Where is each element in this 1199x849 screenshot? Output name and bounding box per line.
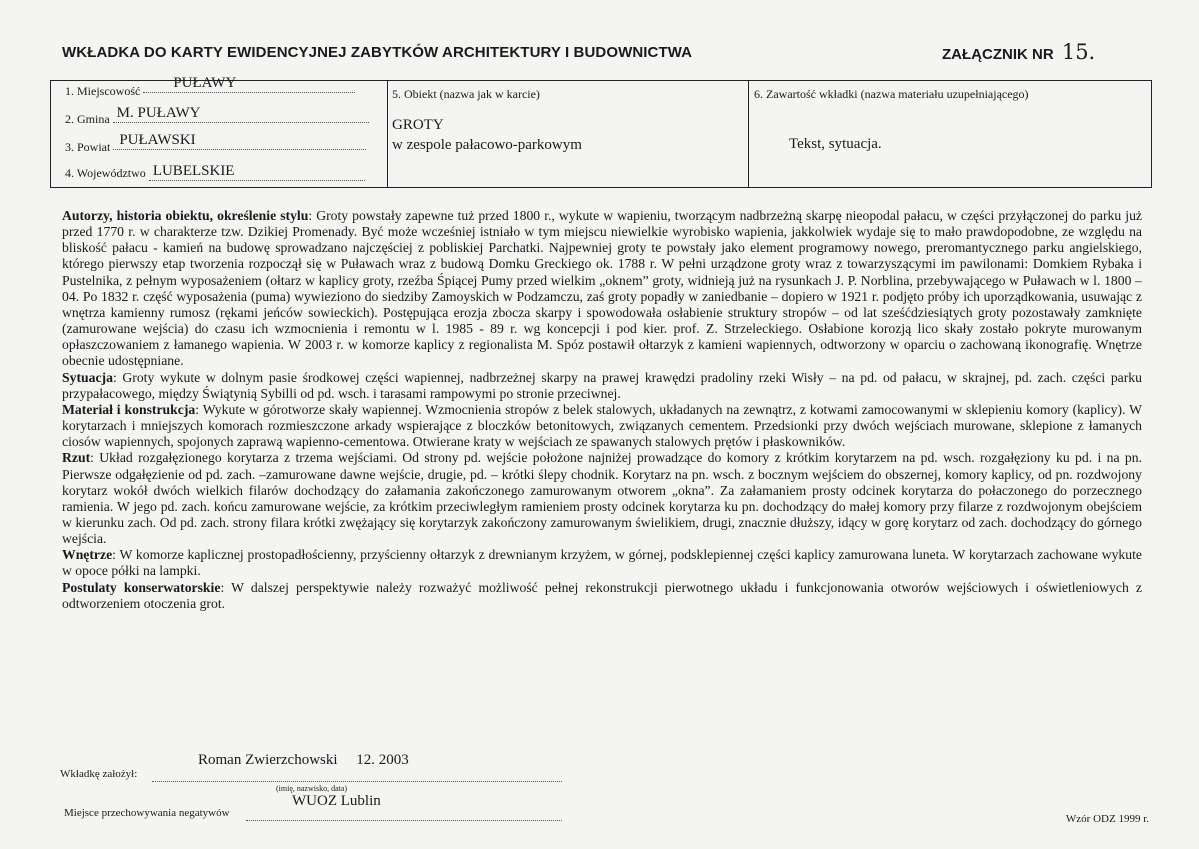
column-divider [748,81,749,187]
county-label: 3. Powiat [65,140,111,154]
annex-number [942,40,1095,64]
section-situation: Sytuacja: Groty wykute w dolnym pasie środkowej części wapiennej, nadbrzeżnej skarpy na prawej krawędzi pradoliny rzeki Wisły – na pd. od pałacu, w skrajnej, pd. zach. części parku przypałacowego, między Świątynią Sybilli od pd. wsch. i tarasami rampowymi po stronie przeciwnej. [62,369,1142,401]
commune-value: M. PUŁAWY [113,105,369,123]
section-text: Groty powstały zapewne tuż przed 1800 r., wykute w wapieniu, tworzącym nadbrzeżną skarpę nieopodal pałacu, w części przyłączonej do parku już przed 1770 r. w charakterze tzw. Dzikiej Promenady. Być może wcześniej istniało w tym miejscu niewielkie wyrobisko wapienia, jakkolwiek wydaje się to mało prawdopodobne, ze względu na bliskość pałacu - kamień na budowę sprowadzano najczęściej z pobliskiej Parchatki. Najpewniej groty te powstały jako element programowy nowego, preromantycznego parku angielskiego, którego pierwszy etap tworzenia rozpoczął się w Puławach wraz z budową Domku Greckiego ok. 1788 r. W pełni urządzone groty wraz z towarzyszącymi im pawilonami: Domkiem Rybaka i Pustelnika, z pełnym wyposażeniem (ołtarz w kaplicy groty, rzeźba Śpiącej Pumy przed wielkim „oknem” groty, widnieją już na rysunkach J. P. Norblina, przebywającego w Puławach w l. 1800 –04. Po 1832 r. część wyposażenia (puma) wywieziono do siedziby Zamoyskich w Podzamczu, zaś groty popadły w zaniedbanie – dopiero w 1921 r. podjęto próby ich uporządkowania, usuwając z wnętrza kamienny rumosz (rękami jeńców sowieckich). Postępująca erozja zbocza skarpy i spowodowała osłabienie struktury stropów – od lat sześćdziesiątych groty pozostawały zamknięte (zamurowane wejścia) do czasu ich wzmocnienia i remontu w l. 1985 - 89 r. wg koncepcji i pod kier. prof. Z. Strzeleckiego. Osłabione korozją lico skały zostało pokryte murowanym opłaszczowaniem z łamanego wapienia. W 2003 r. w komorze kaplicy z regionalista M. Spóz postawił ołtarzyk z kamieni wapiennych, odtworzony w oparciu o zachowaną ikonografię. Wnętrze obecnie udostępniane. [62,208,1142,369]
section-text: Wykute w górotworze skały wapiennej. Wzmocnienia stropów z belek stalowych, układanych na zewnątrz, z kotwami zamocowanymi w sklepieniu komory (kaplicy). W korytarzach i mniejszych komorach rozmieszczone arkady wspierające z bloczków betonitowych, związanych cementem. Przedsionki przy dwóch wejściach murowane, sklepione z łamanych ciosów wapiennych, spojonych zaprawą wapienno-cementowa. Otwierane kraty w wejściach ze spawanych stalowych prętów i płaskowników. [62,401,1142,450]
contents-label: 6. Zawartość wkładki (nazwa materiału uzupełniającego) [754,87,1029,101]
section-heading: Sytuacja [62,369,113,385]
storage-value: WUOZ Lublin [292,793,381,809]
section-heading: Wnętrze [62,547,113,563]
prepared-label: Wkładkę założył: [60,768,138,780]
section-heading: Autorzy, historia obiektu, określenie stylu [62,208,309,223]
section-text: Groty wykute w dolnym pasie środkowej części wapiennej, nadbrzeżnej skarpy na prawej krawędzi pradoliny rzeki Wisły – na pd. od pałacu, w skrajnej, pd. zach. części parku przypałacowego, między Świątynią Sybilli od pd. wsch. i tarasami rampowymi po stronie przeciwnej. [62,369,1142,401]
section-heading: Rzut [62,450,91,466]
county-field [65,132,366,157]
locality-field [65,75,355,101]
locality-value: PUŁAWY [143,75,355,93]
section-plan: Rzut: Układ rozgałęzionego korytarza z trzema wejściami. Od strony pd. wejście położone najniżej prowadzące do komory z krótkim korytarzem na pd. wsch. rozgałęziony ku pd. i na pn. Pierwsze odgałęzienie od pd. zach. –zamurowane dawne wejście, drugie, pd. – krótki ślepy chodnik. Korytarz na pn. wsch. z bocznym wejściem do obszernej, komory kaplicy, od pn. rozdwojony korytarz wokół dwóch wielkich filarów dochodzący do załamania zakończonego zamurowanym otworem „okna”. Za załamaniem prosty odcinek korytarza do połaczonego do porzecznego ramienia. W jego pd. zach. końcu zamurowane wejście, za krótkim przeciwległym ramieniem prosty odcinek korytarza ku pn. dochodzący do małej komory przy filarze z rozdwojonym obejściem w kierunku zach. Od pd. zach. strony filara krótki zwężający się korytarzyk zakończony zamurowanym świelikiem, drugi, znacznie dłuższy, idący w gorę korytarz od zach. dochodzący do górnego wejścia. [62,450,1142,547]
county-value: PUŁAWSKI [113,132,366,150]
object-label: 5. Obiekt (nazwa jak w karcie) [392,87,540,101]
locality-label: 1. Miejscowość [65,84,141,98]
section-material: Materiał i konstrukcja: Wykute w górotworze skały wapiennej. Wzmocnienia stropów z belek stalowych, układanych na zewnątrz, z kotwami zamocowanymi w sklepieniu komory (kaplicy). W korytarzach i mniejszych komorach rozmieszczone arkady wspierające z bloczków betonitowych, związanych cementem. Przedsionki przy dwóch wejściach murowane, sklepione z łamanych ciosów wapiennych, spojonych zaprawą wapienno-cementowa. Otwierane kraty w wejściach ze spawanych stalowych prętów i płaskowników. [62,401,1142,450]
annex-label: ZAŁĄCZNIK NR [942,46,1054,63]
section-text: Układ rozgałęzionego korytarza z trzema wejściami. Od strony pd. wejście położone najniżej prowadzące do komory z krótkim korytarzem na pd. wsch. rozgałęziony ku pd. i na pn. Pierwsze odgałęzienie od pd. zach. –zamurowane dawne wejście, drugie, pd. – krótki ślepy chodnik. Korytarz na pn. wsch. z bocznym wejściem do obszernej, komory kaplicy, od pn. rozdwojony korytarz wokół dwóch wielkich filarów dochodzący do załamania zakończonego zamurowanym otworem „okna”. Za załamaniem prosty odcinek korytarza do połaczonego do porzecznego ramienia. W jego pd. zach. końcu zamurowane wejście, za krótkim przeciwległym ramieniem prosty odcinek korytarza ku pn. dochodzący do małej komory przy filarze z rozdwojonym obejściem w kierunku zach. Od pd. zach. strony filara krótki zwężający się korytarzyk zakończony zamurowanym świelikiem, drugi, znacznie dłuższy, idący w gorę korytarz od zach. dochodzący do górnego wejścia. [62,450,1142,547]
prepared-line [152,768,562,782]
identification-box [50,75,1152,188]
section-history: Autorzy, historia obiektu, określenie stylu: Groty powstały zapewne tuż przed 1800 r., wykute w wapieniu, tworzącym nadbrzeżną skarpę nieopodal pałacu, w części przyłączonej do parku już przed 1770 r. w charakterze tzw. Dzikiej Promenady. Być może wcześniej istniało w tym miejscu niewielkie wyrobisko wapienia, jakkolwiek wydaje się to mało prawdopodobne, ze względu na bliskość pałacu - kamień na budowę sprowadzano najczęściej z pobliskiej Parchatki. Najpewniej groty te powstały jako element programowy nowego, preromantycznego parku angielskiego, którego pierwszy etap tworzenia rozpoczął się w Puławach wraz z budową Domku Greckiego ok. 1788 r. W pełni urządzone groty wraz z towarzyszącymi im pawilonami: Domkiem Rybaka i Pustelnika, z pełnym wyposażeniem (ołtarz w kaplicy groty, rzeźba Śpiącej Pumy przed wielkim „oknem” groty, widnieją już na rysunkach J. P. Norblina, przebywającego w Puławach w l. 1800 –04. Po 1832 r. część wyposażenia (puma) wywieziono do siedziby Zamoyskich w Podzamczu, zaś groty popadły w zaniedbanie – dopiero w 1921 r. podjęto próby ich uporządkowania, usuwając z wnętrza kamienny rumosz (rękami jeńców sowieckich). Postępująca erozja zbocza skarpy i spowodowała osłabienie struktury stropów – od lat sześćdziesiątych groty pozostawały zamknięte (zamurowane wejścia) do czasu ich wzmocnienia i remontu w l. 1985 - 89 r. wg koncepcji i pod kier. prof. Z. Strzeleckiego. Osłabione korozją lico skały zostało pokryte murowanym opłaszczowaniem z łamanego wapienia. W 2003 r. w komorze kaplicy z regionalista M. Spóz postawił ołtarzyk z kamieni wapiennych, odtworzony w oparciu o zachowaną ikonografię. Wnętrze obecnie udostępniane. [62,208,1142,369]
document-title: WKŁADKA DO KARTY EWIDENCYJNEJ ZABYTKÓW ARCHITEKTURY I BUDOWNICTWA [62,44,693,61]
section-interior: Wnętrze: W komorze kaplicznej prostopadłościenny, przyścienny ołtarzyk z drewnianym krzyżem, w górnej, podsklepiennej części kaplicy zamurowana luneta. W korytarzach zachowane wykute w opoce półki na lampki. [62,547,1142,579]
voivodeship-label: 4. Województwo [65,166,146,180]
annex-number-value: 15. [1061,40,1096,64]
prepared-value: Roman Zwierzchowski 12. 2003 [198,752,409,768]
form-model: Wzór ODZ 1999 r. [1065,813,1149,825]
column-divider [387,81,388,187]
commune-field [65,105,369,129]
object-name: GROTY [392,117,444,133]
section-heading: Postulaty konserwatorskie [62,579,221,595]
prepared-hint: (imię, nazwisko, data) [276,784,348,793]
contents-value: Tekst, sytuacja. [789,136,882,152]
description-body [62,208,1142,612]
section-text: W dalszej perspektywie należy rozważyć możliwość pełnej rekonstrukcji pierwotnego układu i funkcjonowania otworów wejściowych i oświetleniowych z odtworzeniem otoczenia grot. [62,579,1142,611]
commune-label: 2. Gmina [65,112,110,126]
object-detail: w zespole pałacowo-parkowym [392,137,582,153]
voivodeship-field [65,165,365,183]
section-text: W komorze kaplicznej prostopadłościenny, przyścienny ołtarzyk z drewnianym krzyżem, w górnej, podsklepiennej części kaplicy zamurowana luneta. W korytarzach zachowane wykute w opoce półki na lampki. [62,547,1142,579]
storage-label: Miejsce przechowywania negatywów [64,807,230,819]
section-heading: Materiał i konstrukcja [62,401,196,417]
section-postulates: Postulaty konserwatorskie: W dalszej perspektywie należy rozważyć możliwość pełnej rekonstrukcji pierwotnego układu i funkcjonowania otworów wejściowych i oświetleniowych z odtworzeniem otoczenia grot. [62,579,1142,611]
voivodeship-value: LUBELSKIE [149,163,365,181]
